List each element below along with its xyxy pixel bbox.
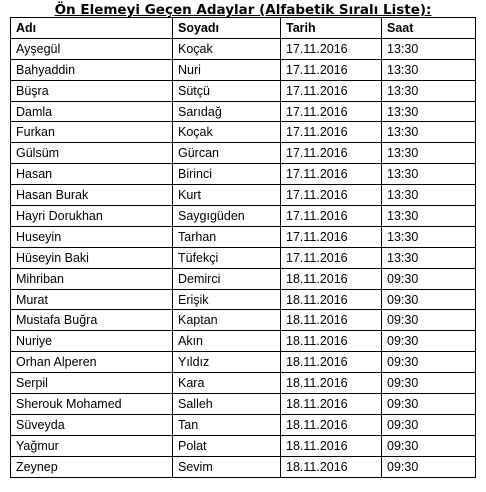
table-row (11, 59, 476, 80)
cell-name: Sherouk Mohamed (11, 394, 173, 415)
cell-name: Furkan (11, 122, 173, 143)
cell-time: 13:30 (382, 38, 476, 59)
cell-date: 18.11.2016 (281, 289, 382, 310)
cell-date: 17.11.2016 (281, 38, 382, 59)
table-row (11, 122, 476, 143)
cell-name: Gülsüm (11, 143, 173, 164)
cell-surname: Tarhan (173, 226, 281, 247)
cell-date: 17.11.2016 (281, 59, 382, 80)
table-row (11, 414, 476, 435)
cell-surname: Koçak (173, 122, 281, 143)
table-row (11, 38, 476, 59)
cell-time: 09:30 (382, 373, 476, 394)
cell-date: 17.11.2016 (281, 122, 382, 143)
table-row (11, 143, 476, 164)
cell-time: 13:30 (382, 206, 476, 227)
cell-name: Huseyin (11, 226, 173, 247)
cell-date: 17.11.2016 (281, 164, 382, 185)
cell-surname: Akın (173, 331, 281, 352)
cell-time: 13:30 (382, 164, 476, 185)
cell-date: 17.11.2016 (281, 101, 382, 122)
cell-date: 18.11.2016 (281, 435, 382, 456)
table-row (11, 268, 476, 289)
cell-surname: Tüfekçi (173, 247, 281, 268)
cell-surname: Sütçü (173, 80, 281, 101)
cell-surname: Nuri (173, 59, 281, 80)
cell-time: 09:30 (382, 352, 476, 373)
column-header-time: Saat (382, 18, 476, 39)
table-row (11, 289, 476, 310)
cell-surname: Gürcan (173, 143, 281, 164)
page-title: Ön Elemeyi Geçen Adaylar (Alfabetik Sıralı Liste): (54, 2, 432, 18)
cell-surname: Kaptan (173, 310, 281, 331)
cell-name: Hayri Dorukhan (11, 206, 173, 227)
column-header-name: Adı (11, 18, 173, 39)
cell-surname: Sevim (173, 456, 281, 477)
cell-surname: Erişik (173, 289, 281, 310)
cell-surname: Koçak (173, 38, 281, 59)
table-row (11, 80, 476, 101)
cell-surname: Kara (173, 373, 281, 394)
cell-time: 13:30 (382, 80, 476, 101)
cell-time: 09:30 (382, 289, 476, 310)
cell-date: 18.11.2016 (281, 268, 382, 289)
cell-date: 17.11.2016 (281, 185, 382, 206)
cell-surname: Saygıgüden (173, 206, 281, 227)
cell-name: Nuriye (11, 331, 173, 352)
cell-date: 18.11.2016 (281, 331, 382, 352)
table-row (11, 101, 476, 122)
table-row (11, 164, 476, 185)
cell-date: 17.11.2016 (281, 80, 382, 101)
cell-date: 18.11.2016 (281, 310, 382, 331)
column-header-surname: Soyadı (173, 18, 281, 39)
cell-date: 18.11.2016 (281, 414, 382, 435)
table-row (11, 185, 476, 206)
table-row (11, 352, 476, 373)
cell-time: 09:30 (382, 394, 476, 415)
cell-date: 17.11.2016 (281, 143, 382, 164)
cell-time: 13:30 (382, 247, 476, 268)
cell-time: 13:30 (382, 101, 476, 122)
table-row (11, 373, 476, 394)
cell-time: 13:30 (382, 59, 476, 80)
table-row (11, 331, 476, 352)
table-row (11, 226, 476, 247)
table-row (11, 247, 476, 268)
cell-name: Ayşegül (11, 38, 173, 59)
cell-name: Damla (11, 101, 173, 122)
cell-name: Hasan Burak (11, 185, 173, 206)
cell-name: Yağmur (11, 435, 173, 456)
cell-time: 09:30 (382, 268, 476, 289)
table-row (11, 435, 476, 456)
cell-surname: Yıldız (173, 352, 281, 373)
cell-name: Murat (11, 289, 173, 310)
cell-date: 18.11.2016 (281, 456, 382, 477)
cell-time: 13:30 (382, 185, 476, 206)
table-body (11, 38, 476, 477)
cell-name: Serpil (11, 373, 173, 394)
cell-surname: Tan (173, 414, 281, 435)
cell-date: 18.11.2016 (281, 352, 382, 373)
cell-surname: Demirci (173, 268, 281, 289)
cell-surname: Sarıdağ (173, 101, 281, 122)
cell-date: 17.11.2016 (281, 247, 382, 268)
cell-surname: Polat (173, 435, 281, 456)
column-header-date: Tarih (281, 18, 382, 39)
cell-name: Mustafa Buğra (11, 310, 173, 331)
cell-time: 13:30 (382, 122, 476, 143)
cell-name: Zeynep (11, 456, 173, 477)
cell-date: 18.11.2016 (281, 394, 382, 415)
cell-time: 09:30 (382, 331, 476, 352)
cell-time: 13:30 (382, 143, 476, 164)
table-row (11, 456, 476, 477)
table-row (11, 206, 476, 227)
cell-name: Hüseyin Baki (11, 247, 173, 268)
table-row (11, 394, 476, 415)
candidates-table (10, 17, 476, 478)
table-header-row (11, 18, 476, 39)
table-row (11, 310, 476, 331)
cell-time: 09:30 (382, 414, 476, 435)
cell-date: 18.11.2016 (281, 373, 382, 394)
cell-name: Orhan Alperen (11, 352, 173, 373)
cell-name: Mihriban (11, 268, 173, 289)
cell-surname: Salleh (173, 394, 281, 415)
cell-time: 09:30 (382, 456, 476, 477)
cell-name: Bahyaddin (11, 59, 173, 80)
cell-name: Hasan (11, 164, 173, 185)
cell-name: Süveyda (11, 414, 173, 435)
cell-time: 13:30 (382, 226, 476, 247)
cell-time: 09:30 (382, 310, 476, 331)
cell-date: 17.11.2016 (281, 226, 382, 247)
cell-name: Büşra (11, 80, 173, 101)
cell-time: 09:30 (382, 435, 476, 456)
cell-surname: Birinci (173, 164, 281, 185)
cell-surname: Kurt (173, 185, 281, 206)
cell-date: 17.11.2016 (281, 206, 382, 227)
